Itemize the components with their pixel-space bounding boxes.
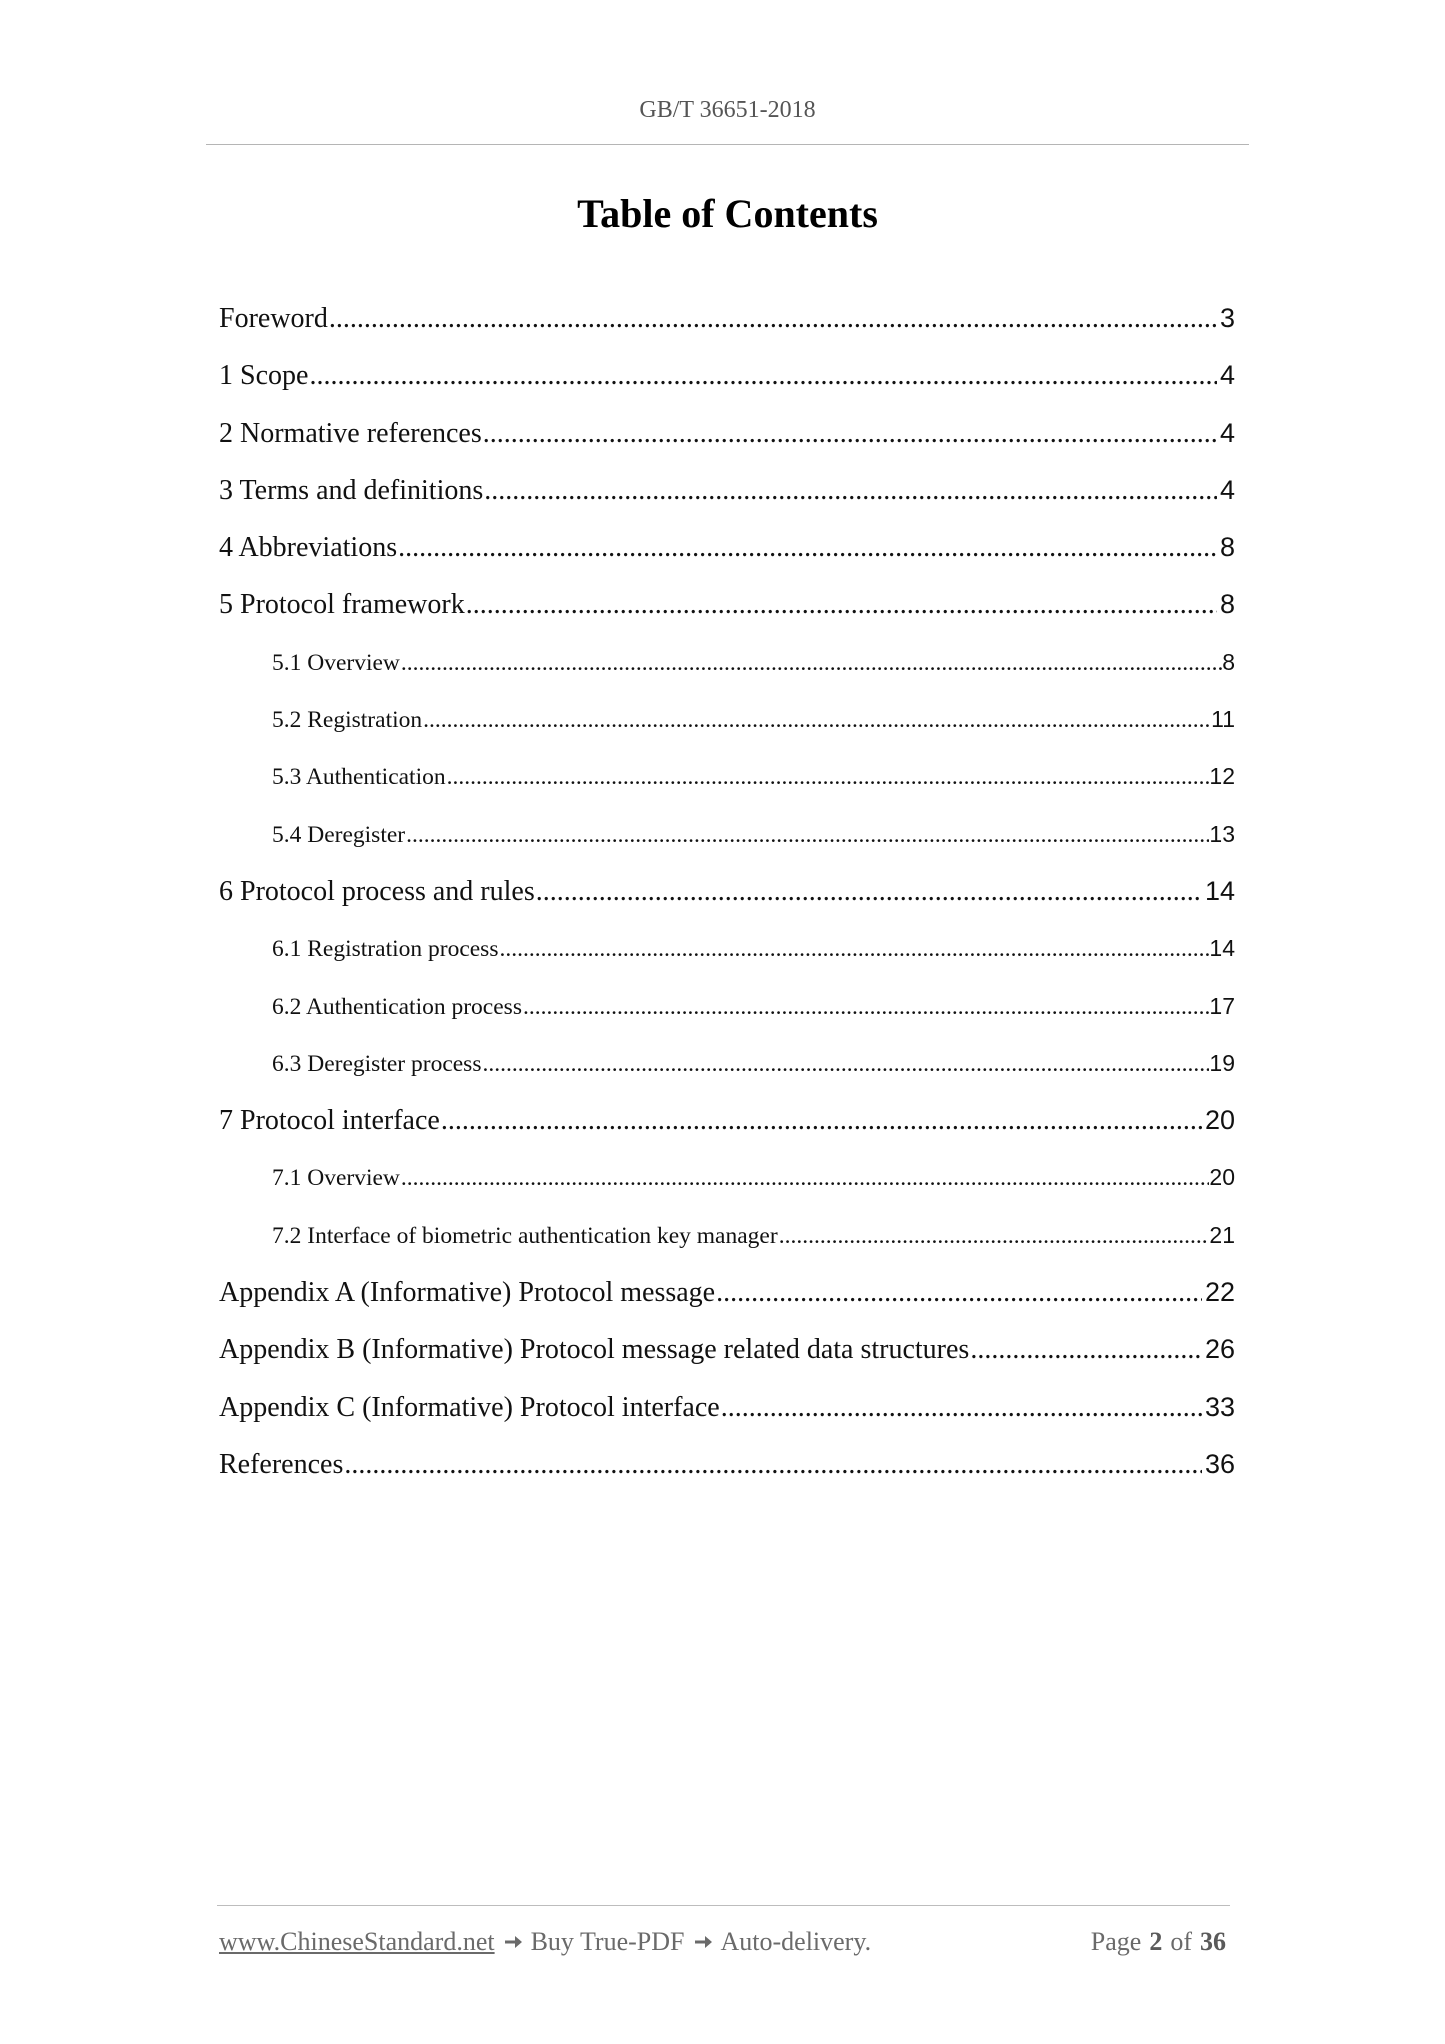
toc-entry-label: 5 Protocol framework: [219, 589, 465, 621]
page-word: Page: [1090, 1927, 1142, 1956]
toc-entry-page-number: 4: [1219, 417, 1235, 448]
page-indicator: [1091, 1924, 1226, 1960]
current-page-number: 2: [1149, 1927, 1163, 1956]
toc-entry: [219, 519, 1235, 576]
dot-leader: [406, 807, 1209, 864]
toc-entry-page-number: 22: [1204, 1277, 1235, 1308]
header-divider: [206, 144, 1249, 145]
toc-entry-label: 6.1 Registration process: [272, 936, 499, 963]
toc-entry-label: 7.1 Overview: [272, 1165, 400, 1192]
toc-entry: [219, 290, 1235, 347]
dot-leader: [721, 1379, 1202, 1436]
toc-entry-page-number: 33: [1204, 1391, 1235, 1422]
toc-entry-page-number: 4: [1219, 360, 1235, 391]
toc-subentry: [219, 978, 1235, 1035]
toc-entry-page-number: 19: [1209, 1049, 1235, 1076]
footer-promo: [219, 1924, 871, 1960]
page-title: Table of Contents: [577, 191, 878, 236]
toc-entry-label: 7 Protocol interface: [219, 1105, 440, 1137]
toc-entry-page-number: 11: [1211, 706, 1235, 733]
dot-leader: [499, 921, 1209, 978]
website-link[interactable]: www.ChineseStandard.net: [219, 1927, 495, 1956]
toc-entry-page-number: 21: [1209, 1221, 1235, 1248]
table-of-contents: [219, 290, 1235, 1493]
dot-leader: [523, 979, 1209, 1036]
dot-leader: [483, 405, 1217, 462]
dot-leader: [344, 1436, 1202, 1493]
toc-entry: [219, 576, 1235, 633]
toc-subentry: [219, 691, 1235, 748]
dot-leader: [401, 635, 1222, 692]
toc-subentry: [219, 920, 1235, 977]
toc-entry-label: 5.4 Deregister: [272, 821, 406, 848]
dot-leader: [329, 290, 1217, 347]
toc-subentry: [219, 1035, 1235, 1092]
toc-entry: [219, 347, 1235, 404]
toc-entry-page-number: 8: [1222, 648, 1235, 675]
toc-entry-page-number: 13: [1209, 820, 1235, 847]
toc-entry-page-number: 17: [1209, 992, 1235, 1019]
dot-leader: [309, 347, 1217, 404]
dot-leader: [441, 1092, 1202, 1149]
of-word: of: [1170, 1927, 1192, 1956]
dot-leader: [466, 576, 1217, 633]
dot-leader: [401, 1150, 1209, 1207]
toc-entry-page-number: 4: [1219, 474, 1235, 505]
dot-leader: [536, 863, 1202, 920]
auto-delivery-text: Auto-delivery.: [720, 1927, 872, 1956]
toc-entry: [219, 1379, 1235, 1436]
toc-entry-label: 5.2 Registration: [272, 707, 423, 734]
dot-leader: [423, 692, 1211, 749]
toc-entry: [219, 1092, 1235, 1149]
toc-entry-label: Appendix C (Informative) Protocol interface: [219, 1391, 720, 1423]
toc-entry-page-number: 8: [1219, 589, 1235, 620]
toc-entry-page-number: 20: [1204, 1105, 1235, 1136]
toc-subentry: [219, 1207, 1235, 1264]
toc-entry-label: Foreword: [219, 303, 328, 334]
toc-entry-label: 6.3 Deregister process: [272, 1050, 482, 1077]
toc-entry-page-number: 36: [1204, 1448, 1235, 1479]
toc-entry-page-number: 20: [1209, 1164, 1235, 1191]
toc-entry-label: 6 Protocol process and rules: [219, 875, 535, 907]
dot-leader: [779, 1208, 1210, 1265]
toc-subentry: [219, 634, 1235, 691]
page-footer: [219, 1924, 1226, 1960]
toc-entry-label: 7.2 Interface of biometric authentication key manager: [272, 1222, 778, 1249]
buy-true-pdf-text: Buy True-PDF: [530, 1927, 685, 1956]
toc-entry: [219, 1321, 1235, 1378]
document-code-header: GB/T 36651-2018: [639, 97, 816, 123]
dot-leader: [482, 1036, 1209, 1093]
toc-entry-page-number: 3: [1219, 303, 1235, 333]
toc-entry-label: 4 Abbreviations: [219, 532, 398, 564]
toc-entry-page-number: 14: [1209, 935, 1235, 962]
toc-entry-label: 2 Normative references: [219, 417, 482, 449]
toc-entry-page-number: 12: [1209, 763, 1235, 790]
dot-leader: [970, 1321, 1202, 1378]
toc-entry: [219, 405, 1235, 462]
toc-entry: [219, 462, 1235, 519]
dot-leader: [447, 749, 1210, 806]
footer-divider: [217, 1905, 1230, 1906]
toc-entry-label: Appendix A (Informative) Protocol message: [219, 1277, 716, 1309]
toc-entry: [219, 1264, 1235, 1321]
toc-subentry: [219, 1149, 1235, 1206]
toc-entry-label: 5.1 Overview: [272, 649, 400, 676]
dot-leader: [398, 519, 1217, 576]
toc-entry: [219, 863, 1235, 920]
toc-entry-label: 5.3 Authentication: [272, 764, 446, 791]
toc-entry-label: References: [219, 1448, 344, 1480]
arrow-right-icon: [693, 1932, 713, 1952]
arrow-right-icon: [503, 1932, 523, 1952]
toc-entry-label: 3 Terms and definitions: [219, 474, 484, 506]
toc-entry-page-number: 14: [1204, 875, 1235, 906]
toc-entry-label: 1 Scope: [219, 360, 309, 392]
toc-entry-label: Appendix B (Informative) Protocol message related data structures: [219, 1334, 970, 1366]
toc-subentry: [219, 748, 1235, 805]
dot-leader: [716, 1264, 1202, 1321]
toc-entry: [219, 1436, 1235, 1493]
dot-leader: [484, 462, 1217, 519]
toc-entry-page-number: 8: [1219, 532, 1235, 563]
toc-entry-page-number: 26: [1204, 1334, 1235, 1365]
toc-subentry: [219, 806, 1235, 863]
total-pages-number: 36: [1200, 1927, 1226, 1956]
toc-entry-label: 6.2 Authentication process: [272, 993, 522, 1020]
